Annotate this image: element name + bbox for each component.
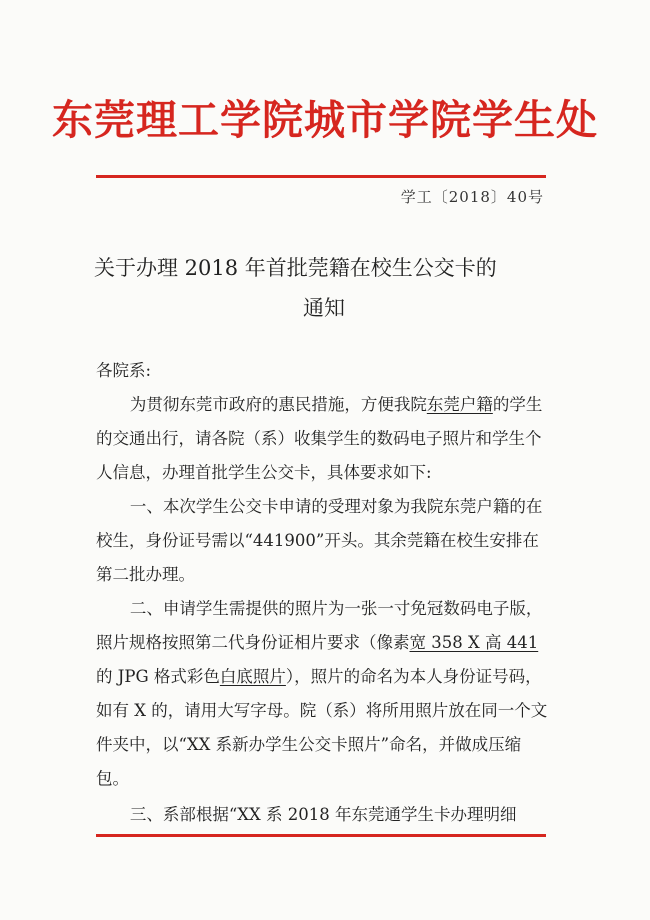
notice-title bbox=[94, 248, 554, 328]
intro-text-b: 的学生的交通出行，请各院（系）收集学生的数码电子照片和学生个人信息，办理首批学生公交卡，具体要求如下: bbox=[96, 395, 543, 482]
item-2-underlined-pixels: 宽 358 X 高 441 bbox=[409, 633, 539, 652]
issuer-masthead: 东莞理工学院城市学院学生处 bbox=[52, 96, 598, 144]
intro-text-a: 为贯彻东莞市政府的惠民措施，方便我院 bbox=[129, 395, 427, 414]
item-3-partial-line bbox=[96, 798, 556, 832]
notice-body bbox=[96, 354, 550, 796]
item-3-text: 三、系部根据“XX 系 2018 年东莞通学生卡办理明细 bbox=[129, 805, 517, 824]
item-2-text-c: ），照片的命名为本人身份证号码，如有 X 的，请用大写字母。院（系）将所用照片放在同一个文件夹中，以“XX 系新办学生公交卡照片”命名，并做成压缩包。 bbox=[96, 667, 548, 788]
item-2-paragraph bbox=[96, 592, 550, 796]
salutation: 各院系: bbox=[96, 361, 152, 380]
intro-paragraph bbox=[96, 388, 550, 490]
document-number: 学工〔2018〕40号 bbox=[400, 188, 544, 206]
item-1-paragraph: 一、本次学生公交卡申请的受理对象为我院东莞户籍的在校生，身份证号需以“441900”开头。其余莞籍在校生安排在第二批办理。 bbox=[96, 497, 543, 584]
red-footer-rule bbox=[96, 834, 546, 837]
red-header-rule bbox=[96, 175, 546, 178]
intro-underlined-hukou: 东莞户籍 bbox=[426, 395, 493, 414]
item-2-text-b: 的 JPG 格式彩色 bbox=[96, 667, 220, 686]
item-2-text-a: 二、申请学生需提供的照片为一张一寸免冠数码电子版，照片规格按照第二代身份证相片要求（像素 bbox=[96, 599, 543, 652]
notice-title-line2: 通知 bbox=[303, 296, 345, 320]
notice-title-line1: 关于办理 2018 年首批莞籍在校生公交卡的 bbox=[94, 256, 497, 280]
item-2-underlined-white-bg: 白底照片 bbox=[219, 667, 286, 686]
